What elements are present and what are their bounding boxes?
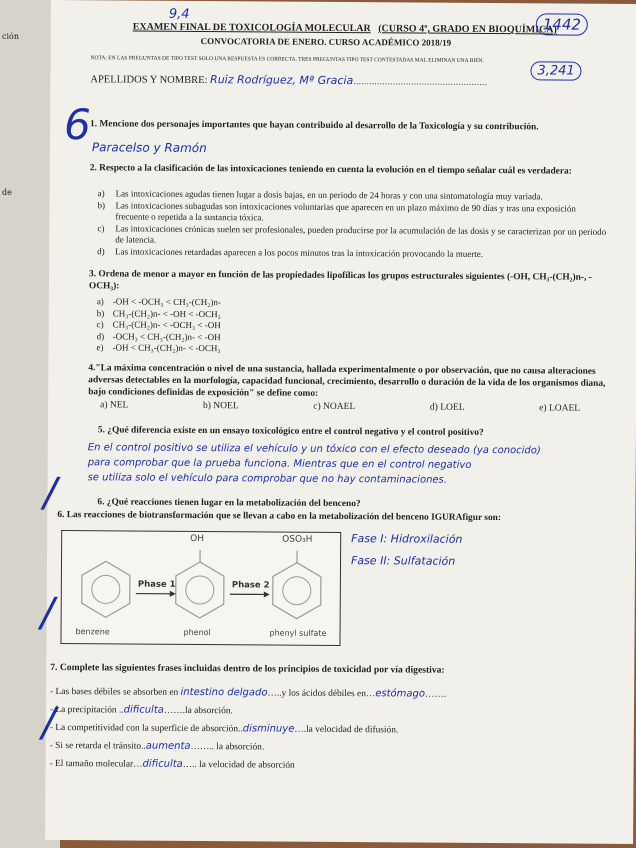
q3-text: 3. Ordena de menor a mayor en función de las propiedades lipofílicas los grupos estructurales siguientes (-OH, CH₃-(CH₂)n-, -OCH₃): [88,269,592,292]
sulfate-ring [273,563,321,619]
exam-note: NOTA: EN LAS PREGUNTAS DE TIPO TEST SOLO UNA RESPUESTA ES CORRECTA. TRES PREGUNTAS TIPO TEST CONTESTADAS MAL ELIMINAN UNA BIEN. [90,55,484,64]
option-row: b) CH₃-(CH₂)n- < -OH < -OCH₃ [96,307,221,319]
option: a) NEL [100,400,129,411]
option: b) NOEL [202,401,239,412]
phenol-oh-label: OH [190,533,205,545]
q5-grade-mark: / [43,469,58,517]
answer-line: En el control positivo se utiliza el vehículo y un tóxico con el efecto deseado (ya conocido) [87,442,541,457]
benzene-label: benzene [75,627,110,637]
option: d) LOEL [429,402,465,413]
option-row: b) Las intoxicaciones subagudas son intoxicaciones voluntarias que aparecen en un plazo máximo de 90 días y tras una exposición frecuente o repetida a la sustancia tóxica. [97,200,576,223]
answer-line: para comprobar que la prueba funciona. Mientras que en el control negativo [87,457,472,471]
q6-grade-mark: / [40,589,55,636]
answer-line: se utiliza solo el vehículo para comprobar que no hay contaminaciones. [87,472,448,486]
q7-line: - Si se retarda el tránsito..aumenta…….. la absorción. [49,740,265,753]
q7-line: - El tamaño molecular…dificulta….. la velocidad de absorción [49,758,295,771]
phenol-circle [186,576,214,604]
benzene-circle [92,575,120,603]
option-row: d) -OCH₃ < CH₃-(CH₂)n- < -OH [96,330,221,342]
q1-answer: Paracelso y Ramón [91,140,207,156]
option-row: d) Las intoxicaciones retardadas aparecen a los pocos minutos tras la intoxicación provocando la muerte. [97,246,484,259]
q7-lines [50,683,447,776]
phase1-arrowhead [170,591,176,597]
score-box-b: 3,241 [530,61,581,80]
q2-text: 2. Respecto a la clasificación de las intoxicaciones teniendo en cuenta la evolución en el tiempo señalar cuál es verdadera: [89,163,572,177]
left-fragment: ción [2,32,20,41]
phenol-label: phenol [183,627,211,638]
sulfate-circle [283,577,311,605]
q7-grade-mark: / [41,699,56,747]
option: e) LOAEL [539,403,581,414]
q7-text: 7. Complete las siguientes frases incluidas dentro de los principios de toxicidad por vía digestiva: [50,661,445,676]
q6-text2: 6. Las reacciones de biotransformación que se llevan a cabo en la metabolización del benceno IGURAfigur son: [57,510,502,524]
sulfate-group-label: OSO₃H [282,534,313,545]
option-row: a) Las intoxicaciones agudas tienen lugar a dosis bajas, en un periodo de 24 horas y con una sintomatología muy variada. [97,188,543,202]
q7-line: - La precipitación ..dificulta…….la absorción. [49,704,233,717]
phenol-ring [176,562,224,618]
phase1-label: Phase 1 [137,579,176,590]
q3-options [96,296,220,354]
option-row: a) -OH < -OCH₃ < CH₃-(CH₂)n- [96,296,221,308]
name-row: APELLIDOS Y NOMBRE: Ruiz Rodríguez, Mª Gracia................................................... [90,73,488,89]
handwritten-top-mark: 9,4 [168,6,190,22]
option-row: c) Las intoxicaciones crónicas suelen ser profesionales, pueden producirse por la acumulación de las dosis y se caracterizan por un periodo de latencia. [97,223,607,245]
option-row: c) CH₃-(CH₂)n- < -OCH₃ < -OH [96,319,221,331]
exam-subtitle: CONVOCATORIA DE ENERO. CURSO ACADÉMICO 2018/19 [200,36,452,48]
q2-options [97,188,607,261]
q6-answer-phase1: Fase I: Hidroxilación [351,532,463,546]
q1-grade-mark: 6 [63,100,91,150]
q5-text: 5. ¿Qué diferencia existe en un ensayo toxicológico entre el control negativo y el control positivo? [97,425,484,438]
q4-text: 4."La máxima concentración o nivel de una sustancia, hallada experimentalmente o por observación, que no causa alteraciones adversas detectables en la morfología, capacidad funcional, crecimiento, desarrollo o duración de la vida de los organismos diana, bajo condiciones definidas de exposición" se define como: [88,363,606,399]
metabolism-diagram [60,530,341,646]
phenyl-sulfate-label: phenyl sulfate [269,628,327,638]
exam-page [40,0,636,844]
q1-text: 1. Mencione dos personajes importantes que hayan contribuido al desarrollo de la Toxicología y su contribución. [90,119,539,133]
option-row: e) -OH < CH₃-(CH₂)n- < -OCH₃ [96,342,221,354]
score-box-a: 1442 [536,13,588,35]
phase2-label: Phase 2 [231,580,270,591]
q6-text: 6. ¿Qué reacciones tienen lugar en la metabolización del benceno? [97,497,361,510]
q6-answer-phase2: Fase II: Sulfatación [350,554,456,568]
phase2-arrowhead [264,591,270,597]
q4-options [100,400,580,413]
left-fragment: de [2,188,12,197]
option: c) NOAEL [313,401,356,413]
q5-answer [88,440,628,489]
benzene-ring [82,561,130,617]
q7-line: - Las bases débiles se absorben en intestino delgado…..y los ácidos débiles en…estómago……. [50,686,447,700]
q7-line: - La competitividad con la superficie de absorción..disminuye….la velocidad de difusión. [49,722,399,736]
exam-title: EXAMEN FINAL DE TOXICOLOGÍA MOLECULAR (CURSO 4º, GRADO EN BIOQUÍMICA) [132,21,557,36]
